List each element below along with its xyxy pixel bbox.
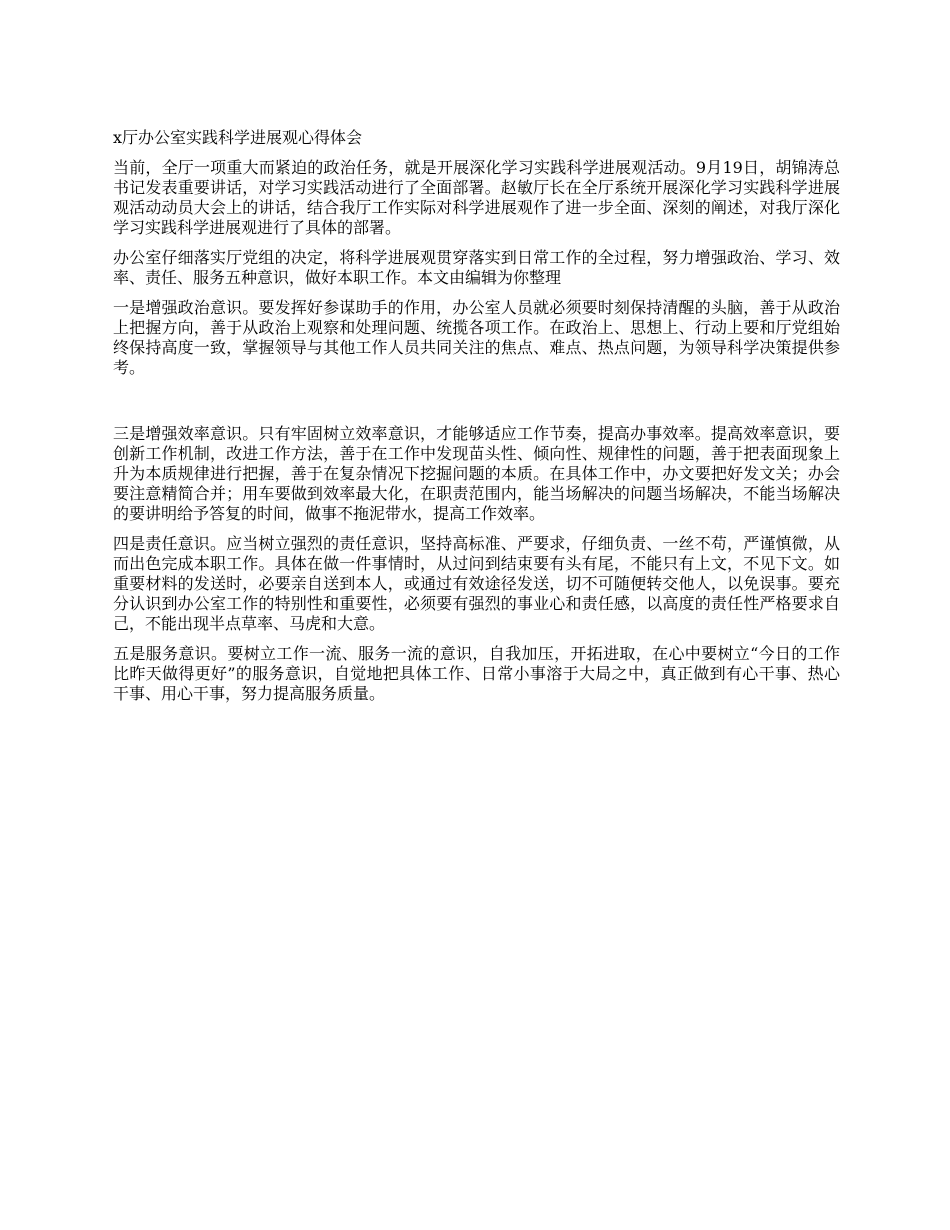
document-body — [113, 128, 840, 714]
paragraph-service-awareness: 五是服务意识。要树立工作一流、服务一流的意识，自我加压，开拓进取，在心中要树立“今日的工作比昨天做得更好”的服务意识，自觉地把具体工作、日常小事溶于大局之中，真正做到有心干事、热心干事、用心干事，努力提高服务质量。 — [113, 644, 840, 703]
paragraph-political-awareness: 一是增强政治意识。要发挥好参谋助手的作用，办公室人员就必须要时刻保持清醒的头脑，善于从政治上把握方向，善于从政治上观察和处理问题、统揽各项工作。在政治上、思想上、行动上要和厅党组始终保持高度一致，掌握领导与其他工作人员共同关注的焦点、难点、热点问题，为领导科学决策提供参考。 — [113, 298, 840, 377]
paragraph-efficiency-awareness: 三是增强效率意识。只有牢固树立效率意识，才能够适应工作节奏，提高办事效率。提高效率意识，要创新工作机制，改进工作方法，善于在工作中发现苗头性、倾向性、规律性的问题，善于把表面现象上升为本质规律进行把握，善于在复杂情况下挖掘问题的本质。在具体工作中，办文要把好发文关；办会要注意精简合并；用车要做到效率最大化，在职责范围内，能当场解决的问题当场解决，不能当场解决的要讲明给予答复的时间，做事不拖泥带水，提高工作效率。 — [113, 424, 840, 523]
document-title: x厅办公室实践科学进展观心得体会 — [113, 128, 363, 147]
paragraph-gap — [113, 388, 840, 424]
paragraph-responsibility-awareness: 四是责任意识。应当树立强烈的责任意识，坚持高标准、严要求，仔细负责、一丝不苟，严谨慎微，从而出色完成本职工作。具体在做一件事情时，从过问到结束要有头有尾，不能只有上文，不见下文。如重要材料的发送时，必要亲自送到本人，或通过有效途径发送，切不可随便转交他人，以免误事。要充分认识到办公室工作的特别性和重要性，必须要有强烈的事业心和责任感，以高度的责任性严格要求自己，不能出现半点草率、马虎和大意。 — [113, 534, 840, 633]
paragraph-intro: 当前，全厅一项重大而紧迫的政治任务，就是开展深化学习实践科学进展观活动。9月19日，胡锦涛总书记发表重要讲话，对学习实践活动进行了全面部署。赵敏厅长在全厅系统开展深化学习实践科学进展观活动动员大会上的讲话，结合我厅工作实际对科学进展观作了进一步全面、深刻的阐述，对我厅深化学习实践科学进展观进行了具体的部署。 — [113, 158, 840, 237]
paragraph-office-implementation: 办公室仔细落实厅党组的决定，将科学进展观贯穿落实到日常工作的全过程，努力增强政治、学习、效率、责任、服务五种意识，做好本职工作。本文由编辑为你整理 — [113, 248, 840, 287]
